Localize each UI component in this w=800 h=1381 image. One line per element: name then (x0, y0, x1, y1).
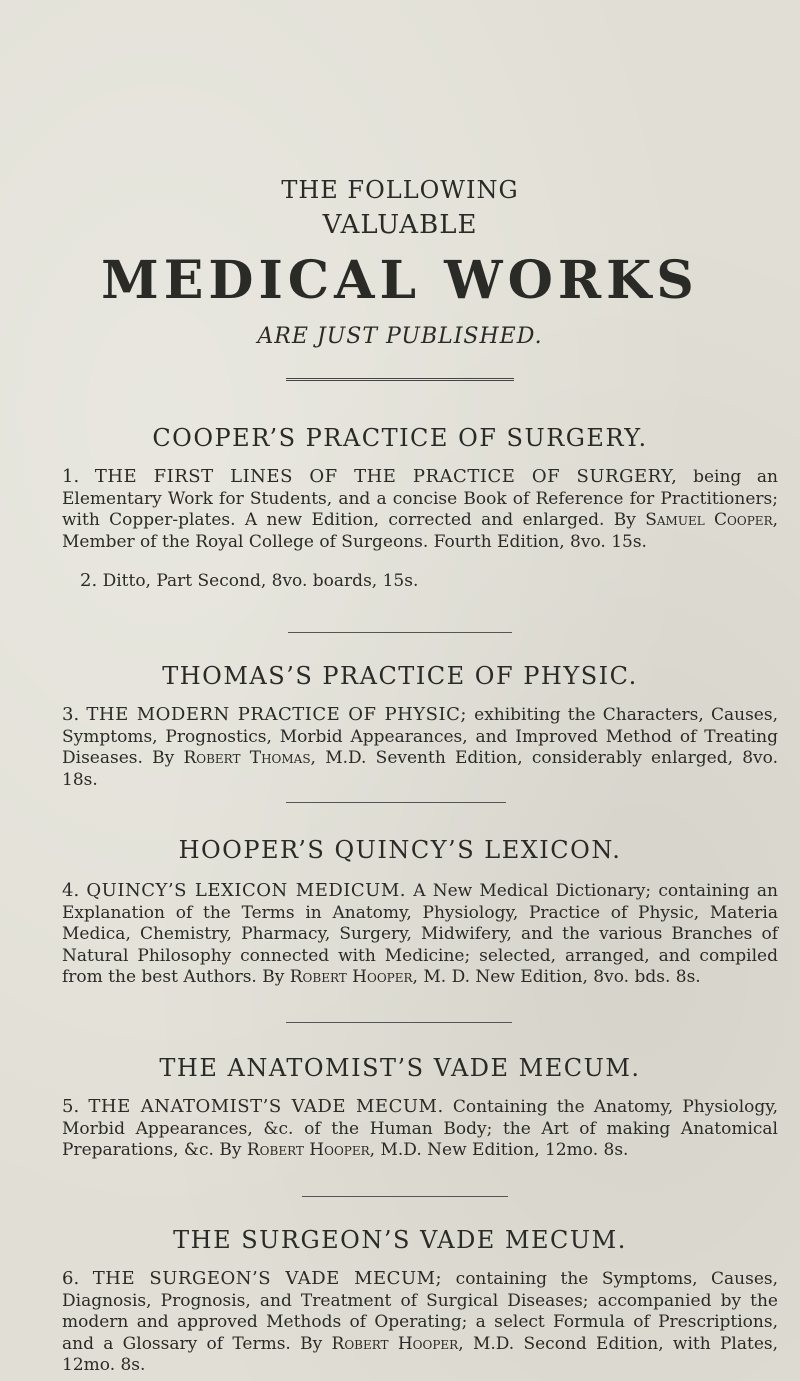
entry-author: Robert Hooper, (246, 1140, 376, 1160)
section-heading-cooper: COOPER’S PRACTICE OF SURGERY. (152, 424, 648, 452)
section-divider (288, 632, 512, 633)
entry-title: THE ANATOMIST’S VADE MECUM. (88, 1096, 444, 1117)
entry-number: 2. (80, 570, 98, 591)
entry-text: A New Medical Dictionary; containing an Explanation of the Terms in Anatomy, Physiology, Practice of Physic, Materia Medica, Chemistry, Pharmacy, Surgery, Midwifery, and the various Branches of Natural Philosophy connected with Medicine; selected, arranged, and compiled from the best Authors. By (62, 881, 778, 987)
section-divider (286, 802, 506, 803)
entry-tail: M. D. New Edition, 8vo. bds. 8s. (423, 967, 701, 987)
entry-number: 3. (62, 704, 80, 725)
header-subtitle: ARE JUST PUBLISHED. (257, 324, 543, 349)
entry-title: THE FIRST LINES OF THE PRACTICE OF SURGERY, (94, 466, 678, 487)
header-divider (286, 378, 514, 381)
section-heading-thomas: THOMAS’S PRACTICE OF PHYSIC. (162, 662, 638, 690)
entry-3 (62, 704, 778, 791)
section-heading-anatomist: THE ANATOMIST’S VADE MECUM. (159, 1054, 641, 1082)
entry-text: exhibiting the Characters, Causes, Symptoms, Prognostics, Morbid Appearances, and Improved Method of Treating Diseases. By (62, 705, 778, 768)
entry-number: 6. (62, 1268, 80, 1289)
header-line-1: THE FOLLOWING (281, 176, 519, 204)
entry-1 (62, 466, 778, 553)
header-title: MEDICAL WORKS (101, 250, 699, 311)
entry-2 (80, 570, 680, 593)
entry-number: 5. (62, 1096, 80, 1117)
entry-title: QUINCY’S LEXICON MEDICUM. (86, 880, 406, 901)
section-divider (302, 1196, 508, 1197)
entry-author: Robert Hooper, (289, 967, 418, 987)
entry-number: 1. (62, 466, 80, 487)
entry-text: Containing the Anatomy, Physiology, Morbid Appearances, &c. of the Human Body; the Art of making Anatomical Preparations, &c. By (62, 1097, 779, 1160)
entry-tail: M.D. New Edition, 12mo. 8s. (380, 1140, 629, 1160)
entry-tail: Member of the Royal College of Surgeons. Fourth Edition, 8vo. 15s. (62, 531, 647, 552)
entry-author: Robert Hooper, (331, 1333, 464, 1354)
entry-6 (62, 1268, 778, 1377)
entry-5 (62, 1096, 778, 1162)
entry-title: THE SURGEON’S VADE MECUM; (92, 1268, 443, 1289)
section-heading-hooper-lexicon: HOOPER’S QUINCY’S LEXICON. (178, 836, 622, 864)
entry-4 (62, 880, 778, 989)
entry-text: containing the Symptoms, Causes, Diagnosis, Prognosis, and Treatment of Surgical Diseases; accompanied by the modern and approved Methods of Operating; a select Formula of Prescriptions, and a Glossary of Terms. By (62, 1269, 779, 1354)
entry-author: Robert Thomas, (183, 748, 316, 768)
header-line-2: VALUABLE (322, 210, 478, 240)
section-divider (286, 1022, 512, 1023)
entry-tail: M.D. Second Edition, with Plates, 12mo. 8s. (62, 1333, 779, 1375)
entry-author: Samuel Cooper, (645, 510, 779, 530)
entry-number: 4. (62, 880, 80, 901)
entry-text: being an Elementary Work for Students, and a concise Book of Reference for Practitioners; with Copper-plates. A new Edition, corrected and enlarged. By (62, 467, 779, 530)
entry-tail: M.D. Seventh Edition, considerably enlarged, 8vo. 18s. (62, 748, 778, 790)
section-heading-surgeon: THE SURGEON’S VADE MECUM. (173, 1226, 627, 1254)
entry-title: THE MODERN PRACTICE OF PHYSIC; (86, 704, 467, 725)
entry-text: Ditto, Part Second, 8vo. boards, 15s. (102, 571, 419, 591)
